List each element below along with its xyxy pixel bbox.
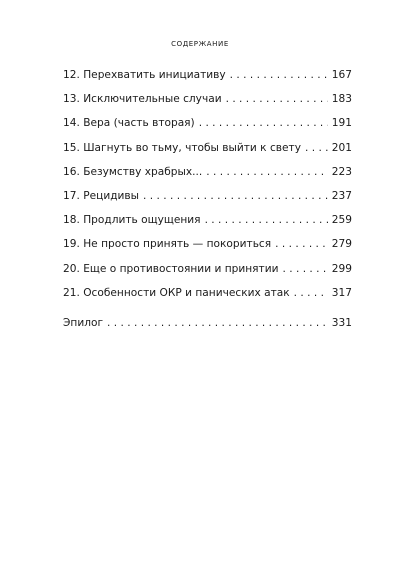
toc-entry-title: 19. Не просто принять — покориться <box>63 238 272 251</box>
dot-leader <box>199 111 328 135</box>
toc-entry <box>63 160 352 184</box>
dot-leader <box>282 257 327 281</box>
dot-leader <box>206 160 328 184</box>
dot-leader <box>226 87 328 111</box>
toc-entry-page: 183 <box>331 93 352 106</box>
dot-leader <box>294 281 328 305</box>
dot-leader <box>305 136 328 160</box>
dot-leader <box>230 63 328 87</box>
toc-entry-title: 14. Вера (часть вторая) <box>63 117 195 130</box>
toc-entry-page: 191 <box>331 117 352 130</box>
toc-entry-title: Эпилог <box>63 317 104 329</box>
toc-entry-page: 299 <box>331 262 352 275</box>
toc-entry-page: 317 <box>331 286 352 299</box>
dot-leader <box>205 208 328 232</box>
toc-entry-title: 18. Продлить ощущения <box>63 214 201 227</box>
toc-entry-title: 16. Безумству храбрых... <box>63 165 203 178</box>
toc-entry-page: 331 <box>331 317 352 329</box>
toc-entry <box>63 63 352 87</box>
toc-entry <box>63 281 352 305</box>
toc-entry-title: 12. Перехватить инициативу <box>63 69 226 81</box>
toc-epilog <box>63 311 352 335</box>
toc-entry-title: 13. Исключительные случаи <box>63 93 222 106</box>
toc-entry-title: 20. Еще о противостоянии и принятии <box>63 262 279 275</box>
table-of-contents <box>63 63 352 305</box>
toc-entry <box>63 184 352 208</box>
dot-leader <box>107 311 328 335</box>
toc-entry-page: 279 <box>331 238 352 251</box>
dot-leader <box>275 232 328 256</box>
toc-entry <box>63 87 352 111</box>
contents-heading: СОДЕРЖАНИЕ <box>171 40 229 48</box>
toc-entry-title: 21. Особенности ОКР и панических атак <box>63 286 290 299</box>
toc-entry <box>63 136 352 160</box>
toc-entry-title: 17. Рецидивы <box>63 189 140 202</box>
toc-entry-page: 223 <box>331 165 352 178</box>
toc-entry-title: 15. Шагнуть во тьму, чтобы выйти к свету <box>63 141 301 154</box>
toc-entry <box>63 311 352 335</box>
toc-entry <box>63 111 352 135</box>
toc-entry <box>63 232 352 256</box>
toc-entry-page: 237 <box>331 189 352 202</box>
toc-entry <box>63 208 352 232</box>
toc-entry <box>63 257 352 281</box>
toc-entry-page: 259 <box>331 214 352 227</box>
dot-leader <box>143 184 328 208</box>
toc-entry-page: 167 <box>331 69 352 81</box>
toc-entry-page: 201 <box>331 141 352 154</box>
